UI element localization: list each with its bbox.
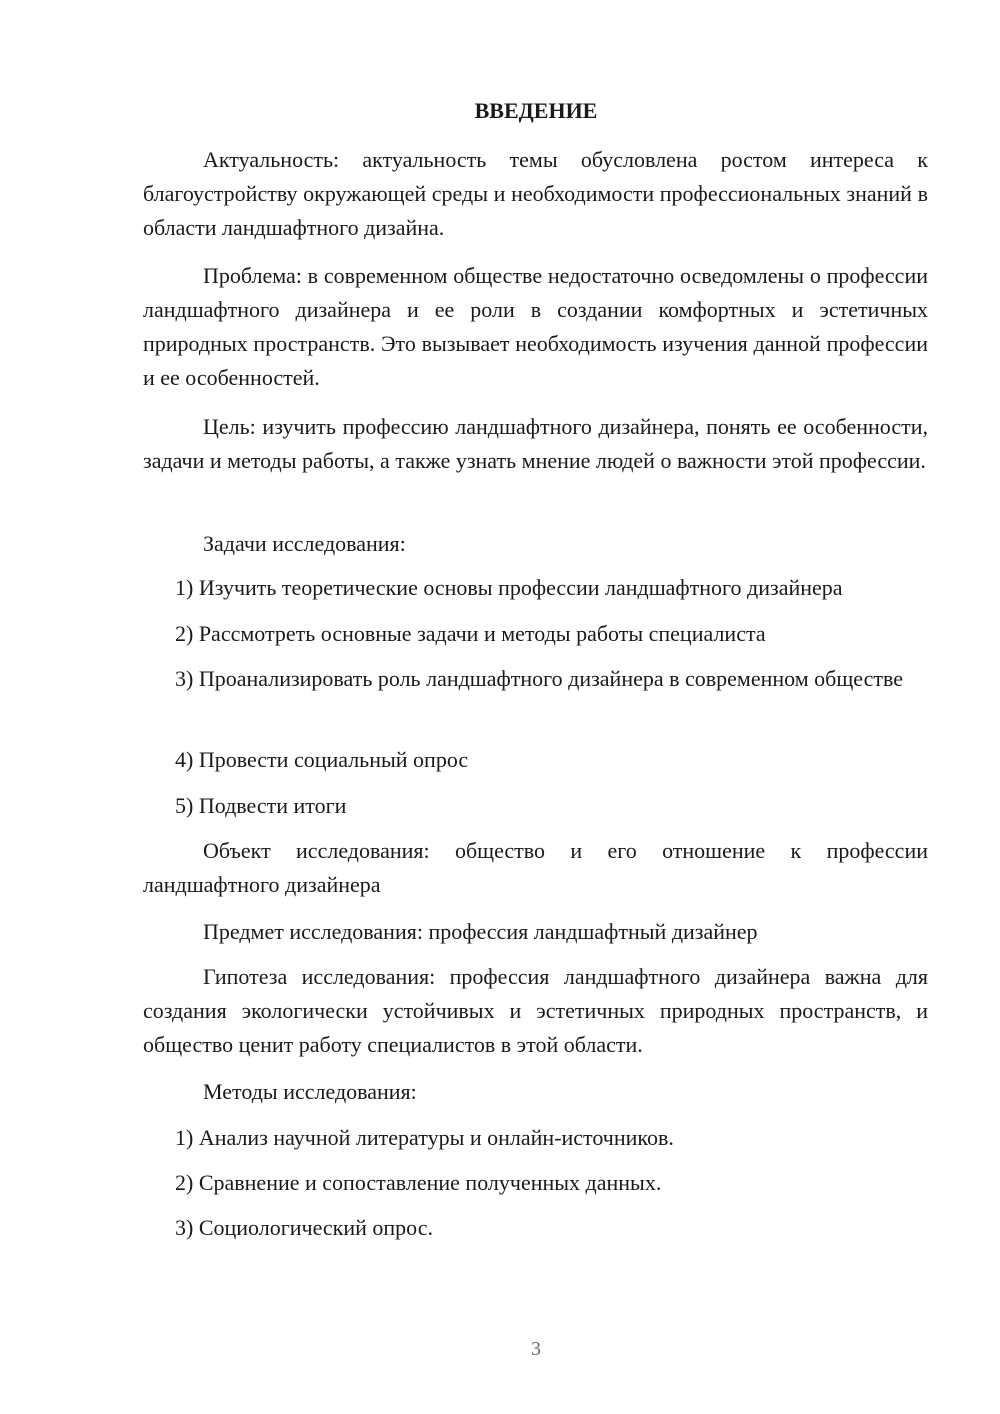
hypothesis-paragraph: Гипотеза исследования: профессия ландшафтного дизайнера важна для создания экологически устойчивых и эстетичных природных пространств, и общество ценит работу специалистов в этой области. — [143, 964, 928, 1057]
task-item-4: 4) Провести социальный опрос — [175, 747, 469, 772]
problem-paragraph: Проблема: в современном обществе недостаточно осведомлены о профессии ландшафтного дизайнера и ее роли в создании комфортных и эстетичных природных пространств. Это вызывает необходимость изучения данной профессии и ее особенностей. — [143, 263, 928, 390]
object-paragraph: Объект исследования: общество и его отношение к профессии ландшафтного дизайнера — [143, 838, 928, 897]
page-title: ВВЕДЕНИЕ — [474, 98, 598, 123]
methods-heading: Методы исследования: — [203, 1079, 417, 1104]
task-item-2: 2) Рассмотреть основные задачи и методы работы специалиста — [175, 621, 766, 646]
task-item-3: 3) Проанализировать роль ландшафтного дизайнера в современном обществе — [175, 666, 904, 691]
task-item-1: 1) Изучить теоретические основы профессии ландшафтного дизайнера — [175, 575, 843, 600]
goal-paragraph: Цель: изучить профессию ландшафтного дизайнера, понять ее особенности, задачи и методы работы, а также узнать мнение людей о важности этой профессии. — [143, 414, 928, 473]
relevance-paragraph: Актуальность: актуальность темы обусловлена ростом интереса к благоустройству окружающей среды и необходимости профессиональных знаний в области ландшафтного дизайна. — [143, 147, 928, 240]
method-item-1: 1) Анализ научной литературы и онлайн-источников. — [175, 1125, 674, 1150]
subject-paragraph: Предмет исследования: профессия ландшафтный дизайнер — [203, 919, 758, 944]
method-item-2: 2) Сравнение и сопоставление полученных данных. — [175, 1170, 662, 1195]
task-item-5: 5) Подвести итоги — [175, 793, 347, 818]
tasks-heading: Задачи исследования: — [203, 531, 406, 556]
page-number: 3 — [531, 1338, 541, 1360]
method-item-3: 3) Социологический опрос. — [175, 1215, 433, 1240]
